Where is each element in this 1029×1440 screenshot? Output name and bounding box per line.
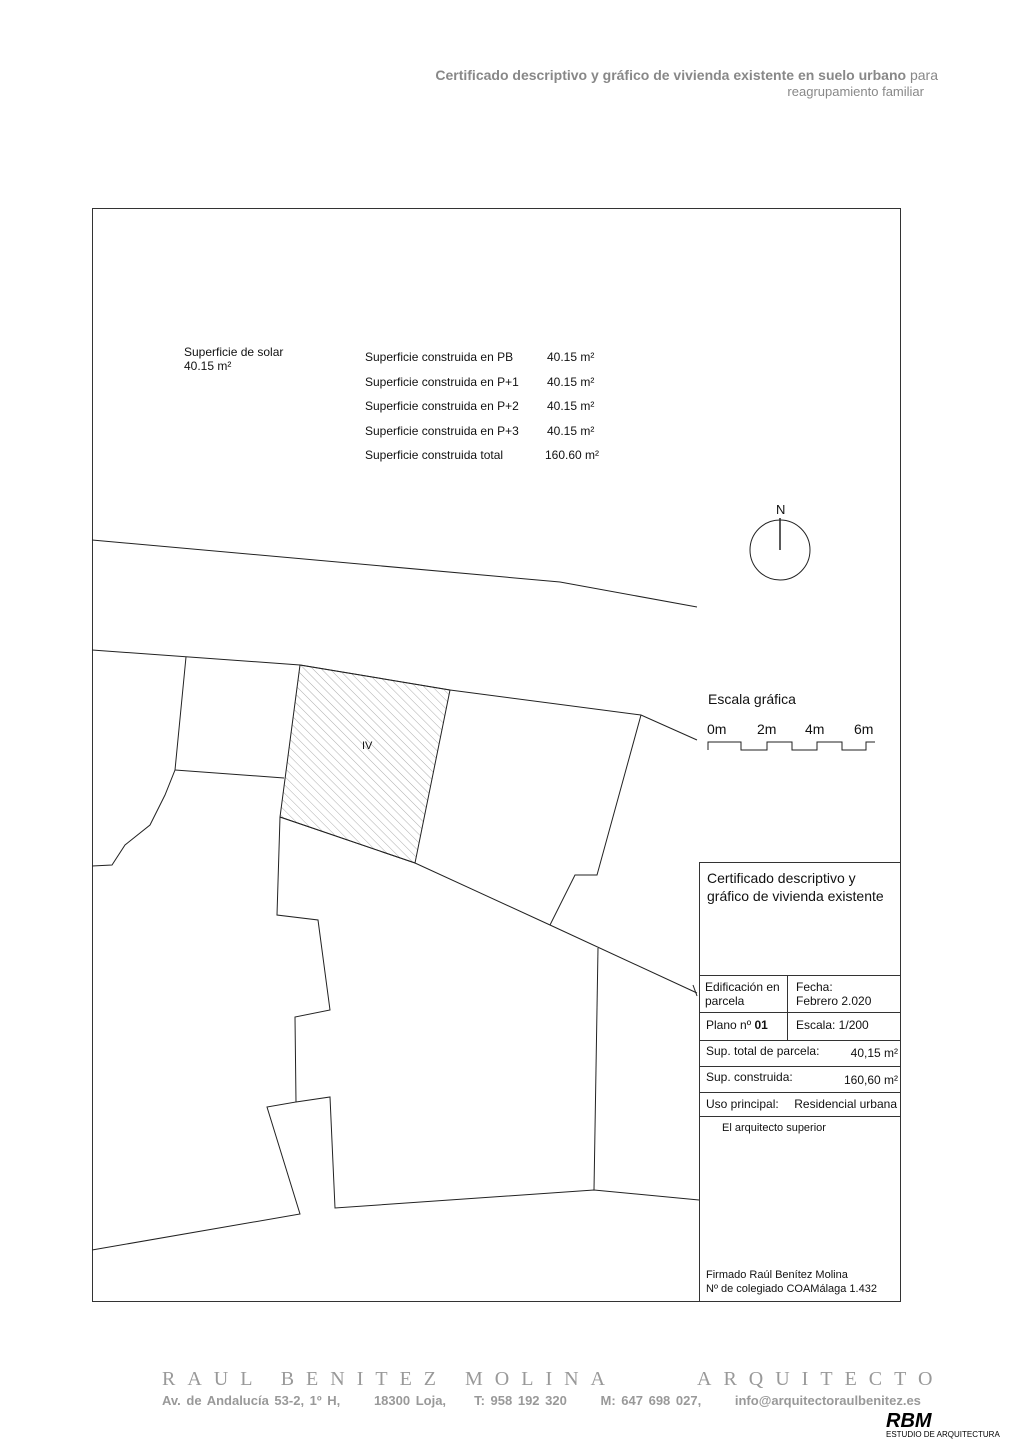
scale-title: Escala gráfica xyxy=(708,691,796,707)
surface-label: Superficie construida en P+3 xyxy=(365,423,519,438)
parcel-boundary xyxy=(550,715,641,925)
surface-label: Superficie construida en P+2 xyxy=(365,399,519,413)
parcel-boundary xyxy=(280,817,697,993)
north-label: N xyxy=(776,502,786,517)
plano-label: Plano nº xyxy=(706,1018,752,1032)
parcel-iv-hatched xyxy=(280,665,450,863)
solar-value: 40.15 m² xyxy=(184,359,232,373)
sup-const-label: Sup. construida: xyxy=(706,1070,793,1084)
surface-value: 40.15 m² xyxy=(547,399,595,413)
title-rest: para xyxy=(909,67,938,83)
fecha-field xyxy=(796,980,871,1008)
title-block xyxy=(699,862,901,1302)
title-block-title: Certificado descriptivo y gráfico de vivienda existente xyxy=(707,870,884,904)
surface-value: 40.15 m² xyxy=(547,374,595,389)
rbm-logo xyxy=(884,1412,1000,1439)
parcel-boundary xyxy=(175,770,284,778)
scale-tick: 2m xyxy=(757,721,777,737)
document-subtitle: reagrupamiento familiar xyxy=(787,84,924,99)
parcel-boundary xyxy=(693,985,697,996)
surface-label: Superficie construida en PB xyxy=(365,350,514,364)
surface-value: 40.15 m² xyxy=(547,423,595,438)
footer-name xyxy=(162,1368,944,1391)
fecha-label: Fecha: xyxy=(796,980,833,994)
surfaces-list xyxy=(365,345,599,468)
surface-label: Superficie construida en P+1 xyxy=(365,374,519,389)
uso-label: Uso principal: xyxy=(706,1097,779,1111)
plano-value: 01 xyxy=(754,1018,768,1032)
title-bold: Certificado descriptivo y gráfico de vivienda existente en suelo urbano xyxy=(435,67,907,83)
surface-row xyxy=(365,394,599,419)
colegiado-text: Nº de colegiado COAMálaga 1.432 xyxy=(706,1283,877,1295)
architect-role: ARQUITECTO xyxy=(697,1368,945,1390)
logo-subtitle: ESTUDIO DE ARQUITECTURA xyxy=(886,1430,1000,1439)
surface-value: 160.60 m² xyxy=(545,448,600,462)
parcel-boundary xyxy=(594,948,598,1190)
surface-row xyxy=(365,370,599,395)
arquitecto-label: El arquitecto superior xyxy=(722,1122,826,1134)
surface-row xyxy=(365,443,599,468)
footer-city: 18300 Loja, xyxy=(373,1393,447,1408)
solar-label: Superficie de solar xyxy=(184,345,284,359)
architect-name: RAUL BENITEZ MOLINA xyxy=(162,1368,618,1390)
logo-mark: RBM xyxy=(886,1410,932,1432)
surface-row xyxy=(365,419,599,444)
surface-value: 40.15 m² xyxy=(547,350,595,364)
road-line xyxy=(92,540,697,607)
footer-address: Av. de Andalucía 53-2, 1º H, xyxy=(162,1393,341,1408)
scale-tick: 0m xyxy=(707,721,727,737)
footer-mobile: M: 647 698 027, xyxy=(600,1393,702,1408)
surface-row xyxy=(365,345,599,370)
plano-field xyxy=(706,1018,768,1032)
sup-total-label: Sup. total de parcela: xyxy=(706,1044,820,1058)
sup-total-value: 40,15 m² xyxy=(850,1046,898,1060)
footer-email[interactable]: info@arquitectoraulbenitez.es xyxy=(734,1393,921,1408)
scale-tick: 4m xyxy=(805,721,825,737)
footer-phone: T: 958 192 320 xyxy=(474,1393,567,1408)
edificacion-label: Edificación en parcela xyxy=(705,980,780,1008)
scale-bar xyxy=(708,742,875,750)
uso-value: Residencial urbana xyxy=(794,1097,897,1111)
parcel-label: IV xyxy=(362,740,373,752)
surface-label: Superficie construida total xyxy=(365,448,504,462)
scale-tick: 6m xyxy=(854,721,874,737)
parcel-boundary xyxy=(296,1097,699,1208)
escala-value: Escala: 1/200 xyxy=(796,1018,869,1032)
firmado-text: Firmado Raúl Benítez Molina xyxy=(706,1269,848,1281)
fecha-value: Febrero 2.020 xyxy=(796,994,872,1008)
sup-const-value: 160,60 m² xyxy=(843,1073,898,1087)
parcel-boundary xyxy=(92,817,330,1250)
footer-contact xyxy=(162,1393,921,1408)
parcel-boundary xyxy=(92,657,186,866)
